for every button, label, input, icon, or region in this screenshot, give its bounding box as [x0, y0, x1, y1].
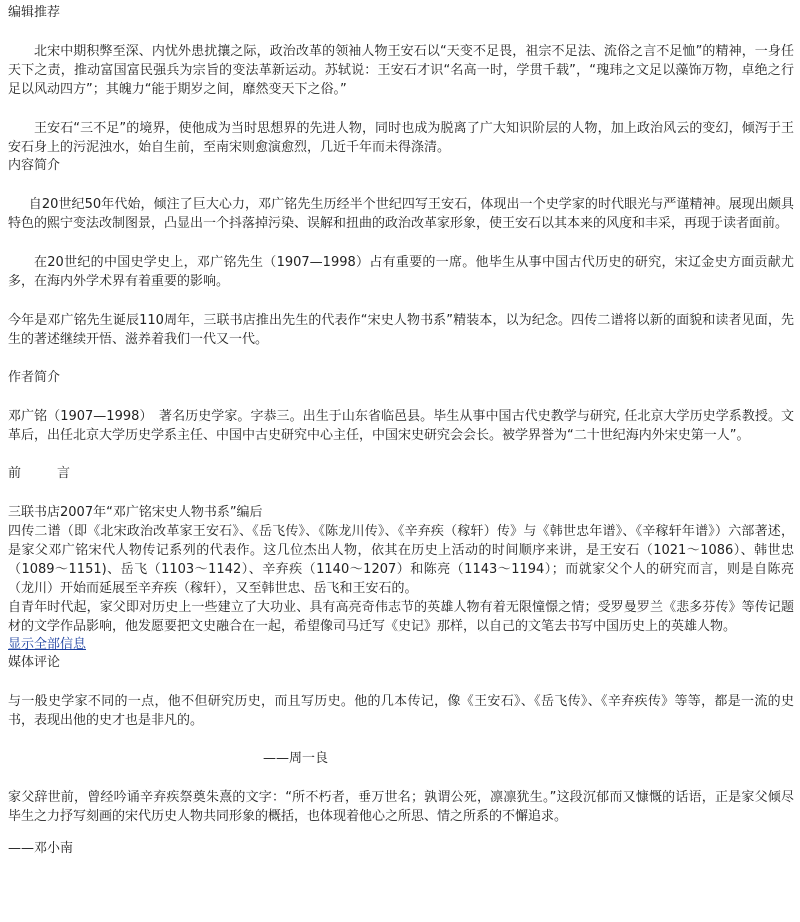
author-intro-heading: 作者简介 — [8, 370, 61, 385]
preface-source-line: 三联书店2007年“邓广铭宋史人物书系”编后 — [8, 505, 263, 520]
media-review-1: 与一般史学家不同的一点，他不但研究历史，而且写历史。他的几本传记，像《王安石》、《岳飞传》、《辛弃疾传》等等，都是一流的史书，表现出他的史才也是非凡的。 — [8, 694, 794, 728]
show-all-info-link[interactable]: 显示全部信息 — [8, 637, 87, 652]
preface-title-first: 前 — [8, 466, 22, 481]
content-summary-paragraph-2: 在20世纪的中国史学史上，邓广铭先生（1907—1998）占有重要的一席。他毕生从事中国古代历史的研究，宋辽金史方面贡献尤多，在海内外学术界有着重要的影响。 — [8, 255, 794, 289]
content-summary-paragraph-3: 今年是邓广铭先生诞辰110周年，三联书店推出先生的代表作“宋史人物书系”精装本，以为纪念。四传二谱将以新的面貌和读者见面，先生的著述继续开悟、滋养着我们一代又一代。 — [8, 313, 794, 347]
preface-paragraph-2: 自青年时代起，家父即对历史上一些建立了大功业、具有高亮奇伟志节的英雄人物有着无限憧憬之情；受罗曼罗兰《悲多芬传》等传记题材的文学作品影响，他发愿要把文史融合在一起，希望像司马迁写《史记》那样，以自己的文笔去书写中国历史上的英雄人物。 — [8, 600, 794, 634]
book-description-page — [8, 4, 794, 858]
preface-title — [8, 465, 794, 483]
editor-recommendation-paragraph-2: 王安石“三不足”的境界，使他成为当时思想界的先进人物，同时也成为脱离了广大知识阶层的人物，加上政治风云的变幻，倾泻于王安石身上的污泥浊水，始自生前，至南宋则愈演愈烈，几近千年而未得涤清。 — [8, 121, 794, 155]
media-reviews-heading: 媒体评论 — [8, 655, 61, 670]
content-summary-heading: 内容简介 — [8, 158, 61, 173]
author-intro-text: 邓广铭（1907—1998） 著名历史学家。字恭三。出生于山东省临邑县。毕生从事中国古代史教学与研究, 任北京大学历史学系教授。文革后，出任北京大学历史学系主任、中国中古史研究中心主任，中国宋史研究会会长。被学界誉为“二十世纪海内外宋史第一人”。 — [8, 409, 794, 443]
preface-title-second: 言 — [57, 466, 71, 481]
preface-paragraph-1: 四传二谱（即《北宋政治改革家王安石》、《岳飞传》、《陈龙川传》、《辛弃疾（稼轩）传》与《韩世忠年谱》、《辛稼轩年谱》）六部著述，是家父邓广铭宋代人物传记系列的代表作。这几位杰出人物，依其在历史上活动的时间顺序来讲，是王安石（1021～1086）、韩世忠（1089～1151)、岳飞（1103～1142）、辛弃疾（1140～1207）和陈亮（1143～1194）；而就家父个人的研究而言，则是自陈亮（龙川）开始而延展至辛弃疾（稼轩），又至韩世忠、岳飞和王安石的。 — [8, 524, 794, 596]
editor-recommendation-paragraph-1: 北宋中期积弊至深、内忧外患扰攘之际，政治改革的领袖人物王安石以“天变不足畏，祖宗不足法、流俗之言不足恤”的精神，一身任天下之责，推动富国富民强兵为宗旨的变法革新运动。苏轼说：王安石才识“名高一时，学贯千载”，“瑰玮之文足以藻饰万物，卓绝之行足以风动四方”；其魄力“能于期岁之间，靡然变天下之俗。” — [8, 44, 794, 97]
content-summary-paragraph-1: 自20世纪50年代始，倾注了巨大心力，邓广铭先生历经半个世纪四写王安石，体现出一个史学家的时代眼光与严谨精神。展现出颇具特色的熙宁变法改制图景，凸显出一个抖落掉污染、误解和扭曲的政治改革家形象，使王安石以其本来的风度和丰采，再现于读者面前。 — [8, 197, 794, 231]
media-review-1-signature: ——周一良 — [263, 751, 329, 766]
media-review-2-signature: ——邓小南 — [8, 841, 74, 856]
editor-recommendation-heading: 编辑推荐 — [8, 5, 61, 20]
media-review-2: 家父辞世前，曾经吟诵辛弃疾祭奠朱熹的文字：“所不朽者，垂万世名；孰谓公死，凛凛犹生。”这段沉郁而又慷慨的话语，正是家父倾尽毕生之力抒写刻画的宋代历史人物共同形象的概括，也体现着他心之所思、情之所系的不懈追求。 — [8, 790, 794, 824]
